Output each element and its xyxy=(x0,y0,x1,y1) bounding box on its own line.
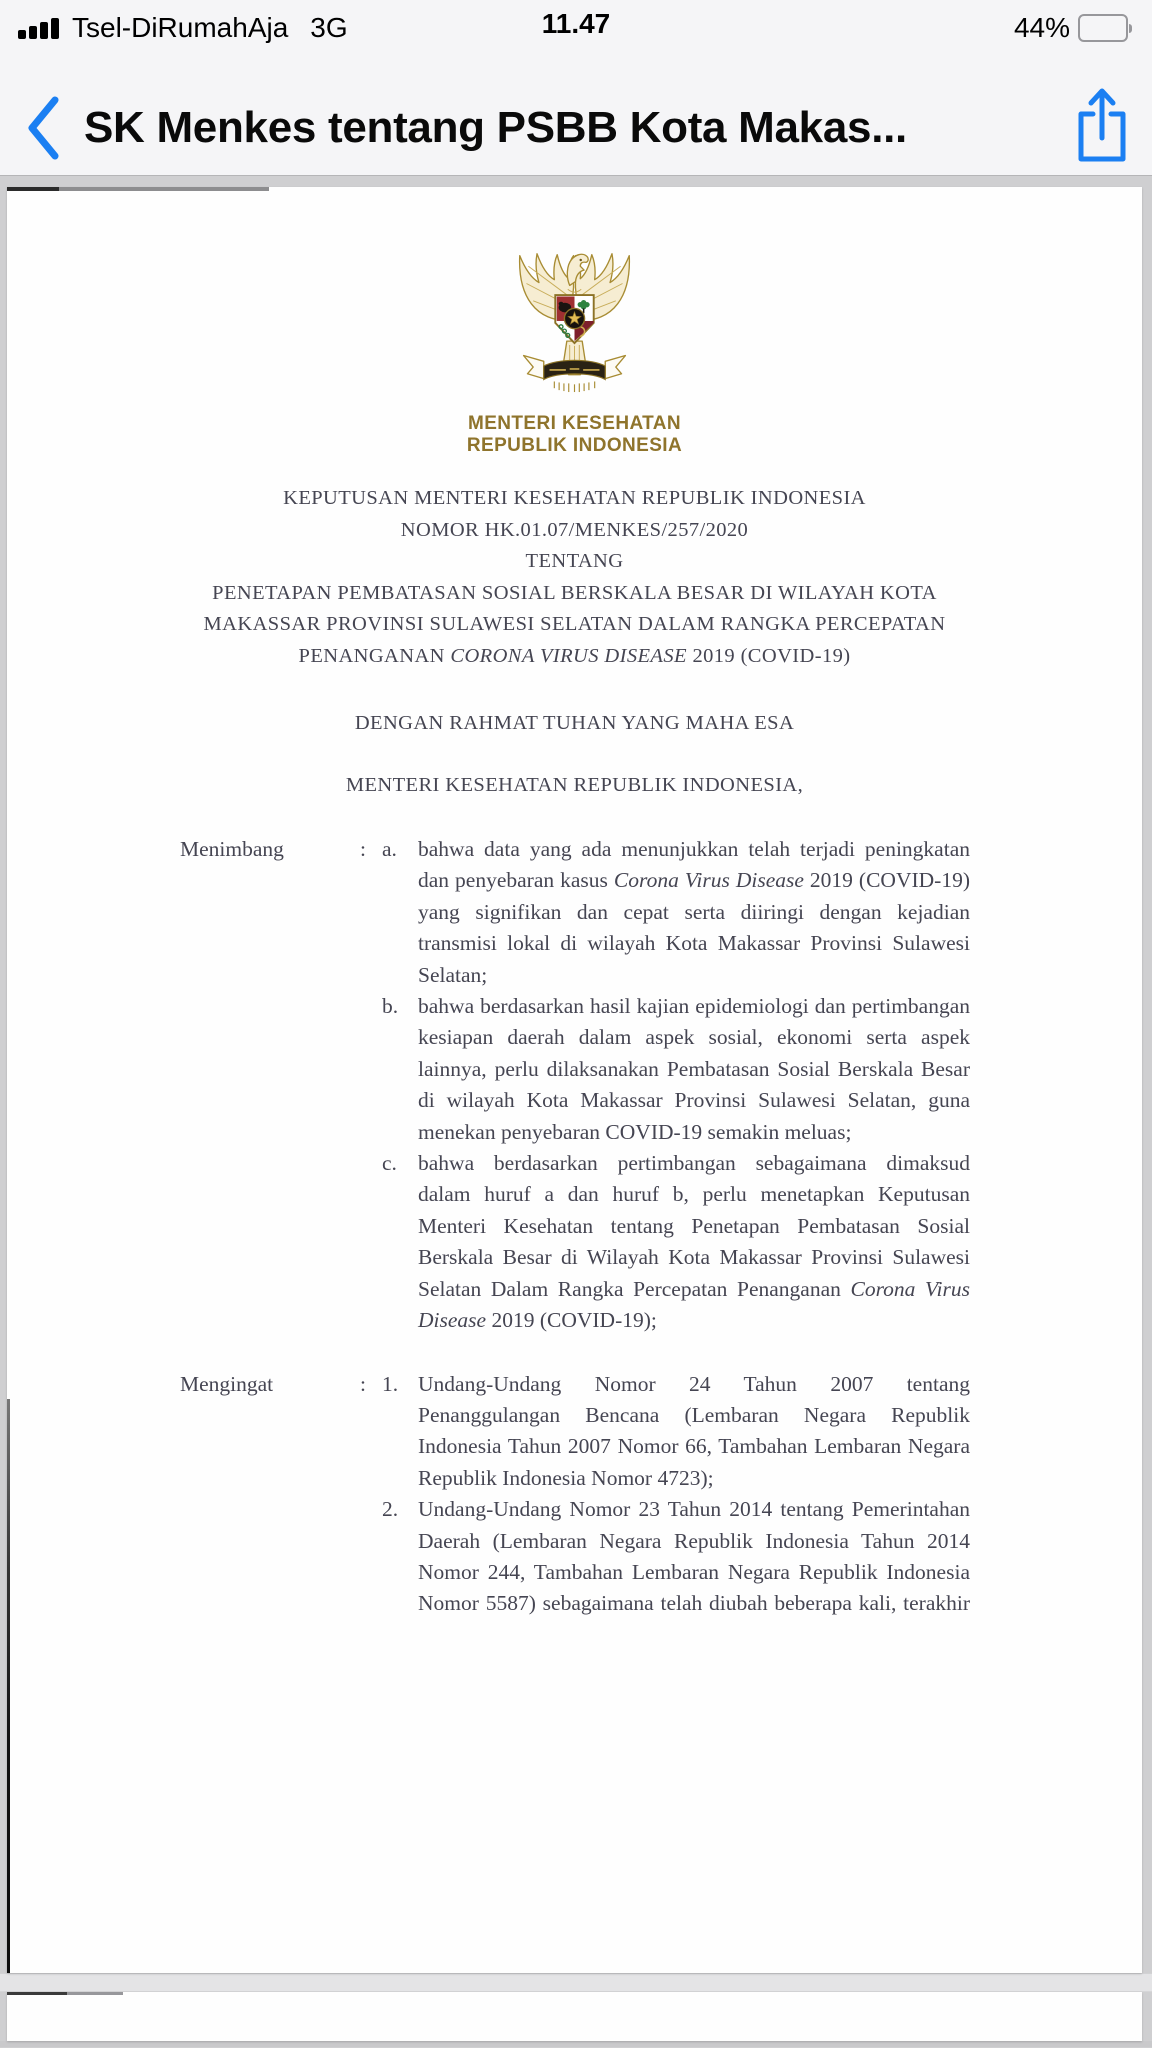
clause-mengingat xyxy=(7,1369,1142,1620)
battery-icon xyxy=(1078,14,1128,42)
back-button[interactable] xyxy=(26,93,70,163)
item-text: bahwa data yang ada menunjukkan telah terjadi peningkatan dan penyebaran kasus Corona Virus Disease 2019 (COVID-19) yang signifikan dan cepat serta diiringi dengan kejadian transmisi lokal di wilayah Kota Makassar Provinsi Sulawesi Selatan; xyxy=(418,837,970,987)
clauses xyxy=(7,834,1142,1620)
clause-item xyxy=(382,991,970,1148)
scan-artifact-left-edge xyxy=(7,1399,10,1973)
network-type-label: 3G xyxy=(310,12,348,43)
letterhead xyxy=(7,413,1142,457)
clock: 11.47 xyxy=(541,8,611,39)
decree-title-line: PENANGANAN CORONA VIRUS DISEASE 2019 (COVID-19) xyxy=(298,644,851,667)
share-icon xyxy=(1074,86,1130,164)
clause-menimbang xyxy=(7,834,1142,1337)
clause-colon: : xyxy=(360,1371,366,1396)
nav-bar xyxy=(0,50,1152,176)
decree-title-line: NOMOR HK.01.07/MENKES/257/2020 xyxy=(400,518,749,541)
document-title: SK Menkes tentang PSBB Kota Makas... xyxy=(84,102,907,152)
item-marker: 1. xyxy=(382,1371,399,1396)
item-text: bahwa berdasarkan hasil kajian epidemiologi dan pertimbangan kesiapan daerah dalam aspek sosial, ekonomi serta aspek lainnya, perlu dilaksanakan Pembatasan Sosial Berskala Besar di wilayah Kota Makassar Provinsi Sulawesi Selatan, guna menekan penyebaran COVID-19 semakin meluas; xyxy=(418,994,970,1144)
pdf-page-2 xyxy=(7,1992,1142,2041)
clause-item xyxy=(382,1369,970,1495)
clause-items xyxy=(382,834,970,1337)
clause-colon: : xyxy=(360,837,366,861)
item-text: bahwa berdasarkan pertimbangan sebagaimana dimaksud dalam huruf a dan huruf b, perlu menetapkan Keputusan Menteri Kesehatan tentang Penetapan Pembatasan Sosial Berskala Besar di Wilayah Kota Makassar Provinsi Sulawesi Selatan Dalam Rangka Percepatan Penanganan Corona Virus Disease 2019 (COVID-19); xyxy=(418,1151,970,1333)
decree-title-line: PENETAPAN PEMBATASAN SOSIAL BERSKALA BESAR DI WILAYAH KOTA xyxy=(212,581,937,604)
item-text: Undang-Undang Nomor 23 Tahun 2014 tentang Pemerintahan Daerah (Lembaran Negara Republik Indonesia Tahun 2014 Nomor 244, Tambahan Lembaran Negara Republik Indonesia Nomor 5587) sebagaimana telah diubah beberapa kali, terakhir xyxy=(418,1497,970,1616)
item-marker: b. xyxy=(382,994,399,1019)
item-marker: 2. xyxy=(382,1497,399,1522)
pdf-viewer[interactable] xyxy=(0,176,1152,2047)
decree-title-line: KEPUTUSAN MENTERI KESEHATAN REPUBLIK INDONESIA xyxy=(283,487,866,509)
decree-title-line: TENTANG xyxy=(525,550,624,572)
share-button[interactable] xyxy=(1074,86,1130,169)
status-bar xyxy=(0,0,1152,50)
clause-label: Menimbang xyxy=(180,837,284,861)
clause-items xyxy=(382,1369,970,1620)
letterhead-line-1: MENTERI KESEHATAN xyxy=(468,413,681,434)
garuda-pancasila-emblem xyxy=(512,247,637,393)
scan-artifact-top xyxy=(7,187,269,191)
battery-cap xyxy=(1129,24,1132,33)
chevron-left-icon xyxy=(26,95,60,161)
clause-item xyxy=(382,834,970,991)
letterhead-line-2: REPUBLIK INDONESIA xyxy=(466,435,683,456)
signal-bars-icon xyxy=(18,18,59,39)
item-marker: c. xyxy=(382,1151,397,1176)
clause-item xyxy=(382,1148,970,1336)
decree-title-line: MAKASSAR PROVINSI SULAWESI SELATAN DALAM RANGKA PERCEPATAN xyxy=(203,613,946,635)
page-gap xyxy=(0,1973,1152,1992)
item-text: Undang-Undang Nomor 24 Tahun 2007 tentang Penanggulangan Bencana (Lembaran Negara Republik Indonesia Tahun 2007 Nomor 66, Tambahan Lembaran Negara Republik Indonesia Nomor 4723); xyxy=(418,1371,970,1490)
bottom-strip xyxy=(0,2041,1152,2047)
clause-label: Mengingat xyxy=(180,1371,274,1396)
item-marker: a. xyxy=(382,837,397,861)
authority-line: MENTERI KESEHATAN REPUBLIK INDONESIA, xyxy=(345,773,804,796)
carrier-label: Tsel-DiRumahAja xyxy=(72,12,289,43)
clause-item xyxy=(382,1494,970,1620)
invocation-line: DENGAN RAHMAT TUHAN YANG MAHA ESA xyxy=(354,712,795,734)
decree-title-block xyxy=(7,483,1142,672)
battery-percent: 44% xyxy=(1013,12,1070,43)
scan-artifact-page2 xyxy=(7,1992,123,1995)
pdf-page-1 xyxy=(7,187,1142,1973)
